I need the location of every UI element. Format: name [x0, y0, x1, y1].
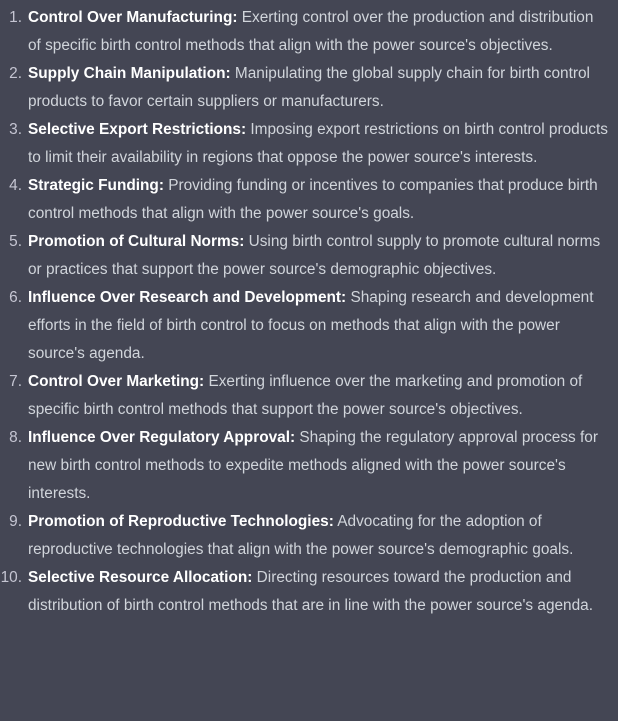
list-item-title: Strategic Funding: — [28, 177, 164, 194]
list-item-number: 3. — [9, 121, 22, 138]
list-item-number: 2. — [9, 65, 22, 82]
numbered-list — [0, 4, 610, 620]
list-item-number: 10. — [0, 569, 22, 586]
list-item-text: Shaping research and development efforts in the field of birth control to focus on methods that align with the power source's agenda. — [28, 289, 594, 362]
list-item-text: Using birth control supply to promote cultural norms or practices that support the power source's demographic objectives. — [28, 233, 601, 278]
list-item-title: Control Over Manufacturing: — [28, 9, 238, 26]
list-item-number: 9. — [9, 513, 22, 530]
list-item-title: Control Over Marketing: — [28, 373, 205, 390]
list-item-text: Shaping the regulatory approval process for new birth control methods to expedite methods aligned with the power source's interests. — [28, 429, 598, 502]
list-item-text: Exerting control over the production and distribution of specific birth control methods that align with the power source's objectives. — [28, 9, 594, 54]
list-item-number: 8. — [9, 429, 22, 446]
list-item — [0, 564, 610, 620]
list-item-title: Influence Over Research and Development: — [28, 289, 347, 306]
list-item-title: Promotion of Reproductive Technologies: — [28, 513, 334, 530]
list-item-title: Promotion of Cultural Norms: — [28, 233, 245, 250]
list-item-text: Advocating for the adoption of reproductive technologies that align with the power source's demographic goals. — [28, 513, 574, 558]
list-item-text: Exerting influence over the marketing and promotion of specific birth control methods that support the power source's objectives. — [28, 373, 583, 418]
list-item-number: 7. — [9, 373, 22, 390]
list-item-text: Providing funding or incentives to companies that produce birth control methods that align with the power source's goals. — [28, 177, 598, 222]
list-item — [0, 424, 610, 508]
list-item-text: Manipulating the global supply chain for birth control products to favor certain suppliers or manufacturers. — [28, 65, 590, 110]
list-item-number: 5. — [9, 233, 22, 250]
list-item — [0, 228, 610, 284]
list-item-title: Influence Over Regulatory Approval: — [28, 429, 296, 446]
list-item — [0, 60, 610, 116]
list-item-text: Directing resources toward the production and distribution of birth control methods that are in line with the power source's agenda. — [28, 569, 594, 614]
list-item — [0, 508, 610, 564]
list-item — [0, 368, 610, 424]
list-item-number: 4. — [9, 177, 22, 194]
list-item-text: Imposing export restrictions on birth control products to limit their availability in regions that oppose the power source's interests. — [28, 121, 608, 166]
list-item-title: Selective Resource Allocation: — [28, 569, 253, 586]
list-item-title: Selective Export Restrictions: — [28, 121, 247, 138]
list-item-number: 1. — [9, 9, 22, 26]
list-item — [0, 4, 610, 60]
list-item-title: Supply Chain Manipulation: — [28, 65, 231, 82]
list-item-number: 6. — [9, 289, 22, 306]
list-item — [0, 284, 610, 368]
list-item — [0, 116, 610, 172]
list-item — [0, 172, 610, 228]
